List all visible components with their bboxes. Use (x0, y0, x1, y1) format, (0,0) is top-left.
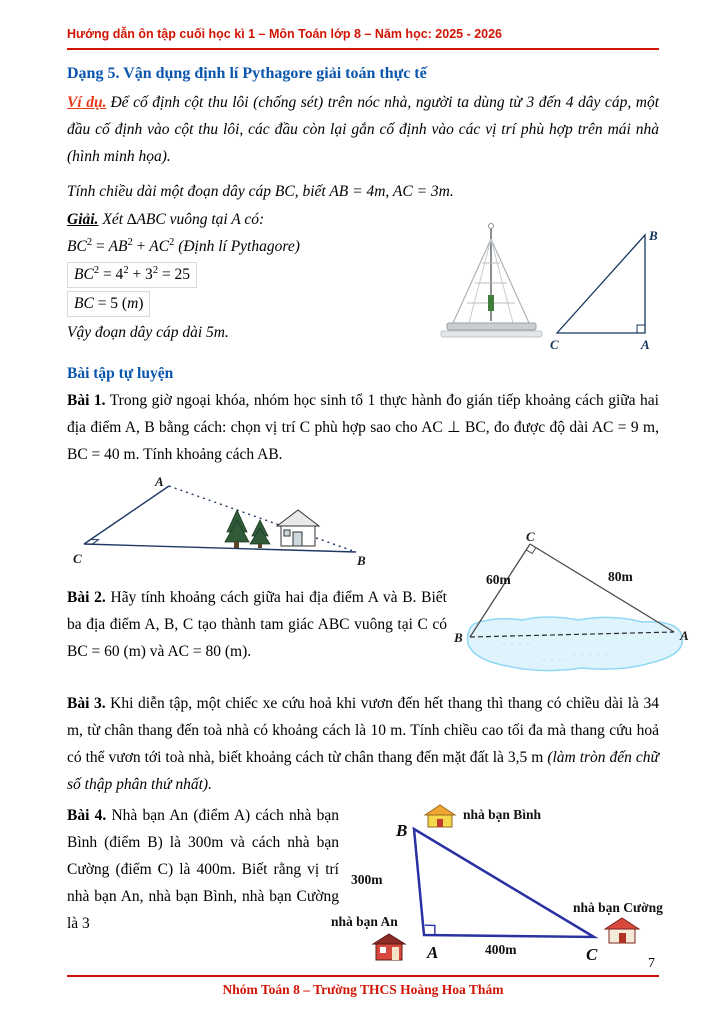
problem-3-text: Khi diễn tập, một chiếc xe cứu hoả khi vươn đến hết thang thì thang có chiều dài là 34 m, từ chân thang đến toà nhà có khoảng cách là 10 m. Tính chiều cao tối đa mà thang cứu hoả có thể vươn tới toà nhà, biết khoảng cách từ chân thang đến mặt đất là 3,5 m (67, 695, 659, 766)
eq-term: m (127, 295, 139, 312)
vertex-label-a: A (641, 337, 650, 352)
solution-text (67, 207, 467, 345)
lightning-rod-illustration (439, 221, 545, 353)
eq-term: = 25 (158, 266, 191, 283)
page-number: 7 (648, 956, 655, 971)
eq-term: AB (108, 238, 128, 255)
document-footer (67, 956, 659, 998)
eq-exp: 2 (123, 264, 129, 276)
vertex-label-a: A (680, 628, 689, 643)
equation-2 (67, 262, 467, 288)
vertex-label-b: B (357, 553, 366, 568)
label-nha-ban-an: nhà bạn An (331, 914, 398, 929)
solution-label: Giải. (67, 211, 99, 228)
eq-exp: 2 (152, 264, 159, 276)
problem-1-label: Bài 1. (67, 392, 106, 409)
eq-term: BC (67, 238, 87, 255)
house-icon-binh (425, 805, 455, 827)
problem-1-text: Trong giờ ngoại khóa, nhóm học sinh tổ 1 thực hành đo gián tiếp khoảng cách giữa hai địa điểm A, B bằng cách: chọn vị trí C phù hợp sao cho AC ⊥ BC, đo được độ dài AC = 9 m, BC = 40 m. Tính khoảng cách AB. (67, 392, 659, 463)
solution-conclusion: Vậy đoạn dây cáp dài 5m. (67, 324, 229, 341)
problem-2-label: Bài 2. (67, 589, 106, 606)
right-angle-marker (91, 540, 99, 545)
problem-4 (67, 802, 339, 937)
problem-3-note: (làm tròn đến chữ số thập phân thứ nhất). (67, 749, 659, 793)
vertex-label-c: C (526, 532, 535, 544)
mast-base-icon (488, 295, 494, 311)
side-length-ac: 400m (485, 942, 517, 957)
house-icon-cuong (605, 918, 639, 943)
eq-term: AC (149, 238, 170, 255)
problem-2-text: Hãy tính khoảng cách giữa hai địa điểm A và B. Biết ba địa điểm A, B, C tạo thành tam giác ABC vuông tại C có BC = 60 (m) và AC = 80 (m). (67, 589, 447, 660)
vertex-label-c: C (550, 337, 559, 352)
equation-box (67, 291, 150, 317)
equation-1 (67, 235, 467, 259)
side-length-bc: 60m (486, 572, 511, 587)
example-question: Tính chiều dài một đoạn dây cáp BC, biết AB = 4m, AC = 3m. (67, 183, 454, 200)
eq-term: + (132, 238, 150, 255)
vertex-label-a: A (427, 943, 439, 962)
side-length-ca: 80m (608, 569, 633, 584)
side-length-ab: 300m (351, 872, 383, 887)
vertex-label-b: B (454, 630, 463, 645)
problem-3-label: Bài 3. (67, 695, 106, 712)
eq-note: (Định lí Pythagore) (174, 238, 300, 255)
problem-4-section (67, 802, 663, 982)
label-nha-ban-binh: nhà bạn Bình (463, 807, 542, 822)
header-title: Hướng dẫn ôn tập cuối học kì 1 – Môn Toán lớp 8 – Năm học: 2025 - 2026 (67, 27, 503, 41)
eq-term: = 4 (99, 266, 124, 283)
vertex-label-a: A (155, 474, 164, 489)
eq-exp: 2 (86, 236, 93, 248)
eq-exp: 2 (127, 236, 133, 248)
practice-title: Bài tập tự luyện (67, 365, 174, 382)
problem-2 (67, 584, 447, 665)
eq-term: = 5 ( (93, 295, 128, 312)
eq-exp: 2 (93, 264, 100, 276)
bai1-figure (69, 474, 369, 568)
problem-4-label: Bài 4. (67, 807, 107, 824)
eq-term: = (92, 238, 109, 255)
eq-exp: 2 (169, 236, 175, 248)
problem-4-text: Nhà bạn An (điểm A) cách nhà bạn Bình (điểm B) là 300m và cách nhà bạn Cường (điểm C) là 400m. Biết rằng vị trí nhà bạn An, nhà bạn Bình, nhà bạn Cường là 3 (67, 807, 339, 932)
bai4-figure (329, 802, 687, 972)
solution-intro: Xét ∆ABC vuông tại A có: (102, 211, 265, 228)
problem-1 (67, 387, 659, 468)
vertex-label-c: C (586, 945, 598, 964)
solution-section (67, 207, 659, 357)
house-icon (277, 510, 319, 546)
vertex-label-b: B (649, 228, 658, 243)
vertex-label-c: C (73, 551, 82, 566)
document-header (67, 0, 659, 50)
vertex-label-b: B (396, 821, 408, 840)
eq-term: BC (74, 266, 94, 283)
section-title: Dạng 5. Vận dụng định lí Pythagore giải toán thực tế (67, 65, 427, 82)
bai2-figure (452, 532, 692, 684)
solution-intro-line (67, 207, 467, 232)
example-triangle-figure (549, 223, 661, 355)
tree-icon (250, 520, 270, 548)
label-nha-ban-cuong: nhà bạn Cường (573, 900, 663, 915)
footer-text: Nhóm Toán 8 – Trường THCS Hoàng Hoa Thám (222, 982, 504, 997)
example-label: Ví dụ. (67, 94, 107, 111)
equation-box (67, 262, 197, 288)
equation-3 (67, 291, 467, 317)
eq-term: BC (74, 295, 94, 312)
eq-term: + 3 (128, 266, 153, 283)
tree-icon (225, 510, 249, 548)
problem-3 (67, 690, 659, 798)
rod-tip-icon (489, 224, 494, 229)
figures-block (67, 468, 689, 690)
example-body: Để cố định cột thu lôi (chống sét) trên nóc nhà, người ta dùng từ 3 đến 4 dây cáp, một đầu cố định vào cột thu lôi, các đầu còn lại gắn cố định vào các vị trí phù hợp trên mái nhà (hình minh họa). (67, 94, 659, 165)
right-angle-marker (637, 325, 645, 333)
eq-term: ) (138, 295, 144, 312)
example-paragraph (67, 89, 659, 170)
page-content (67, 0, 689, 982)
lake-shape (468, 617, 683, 671)
